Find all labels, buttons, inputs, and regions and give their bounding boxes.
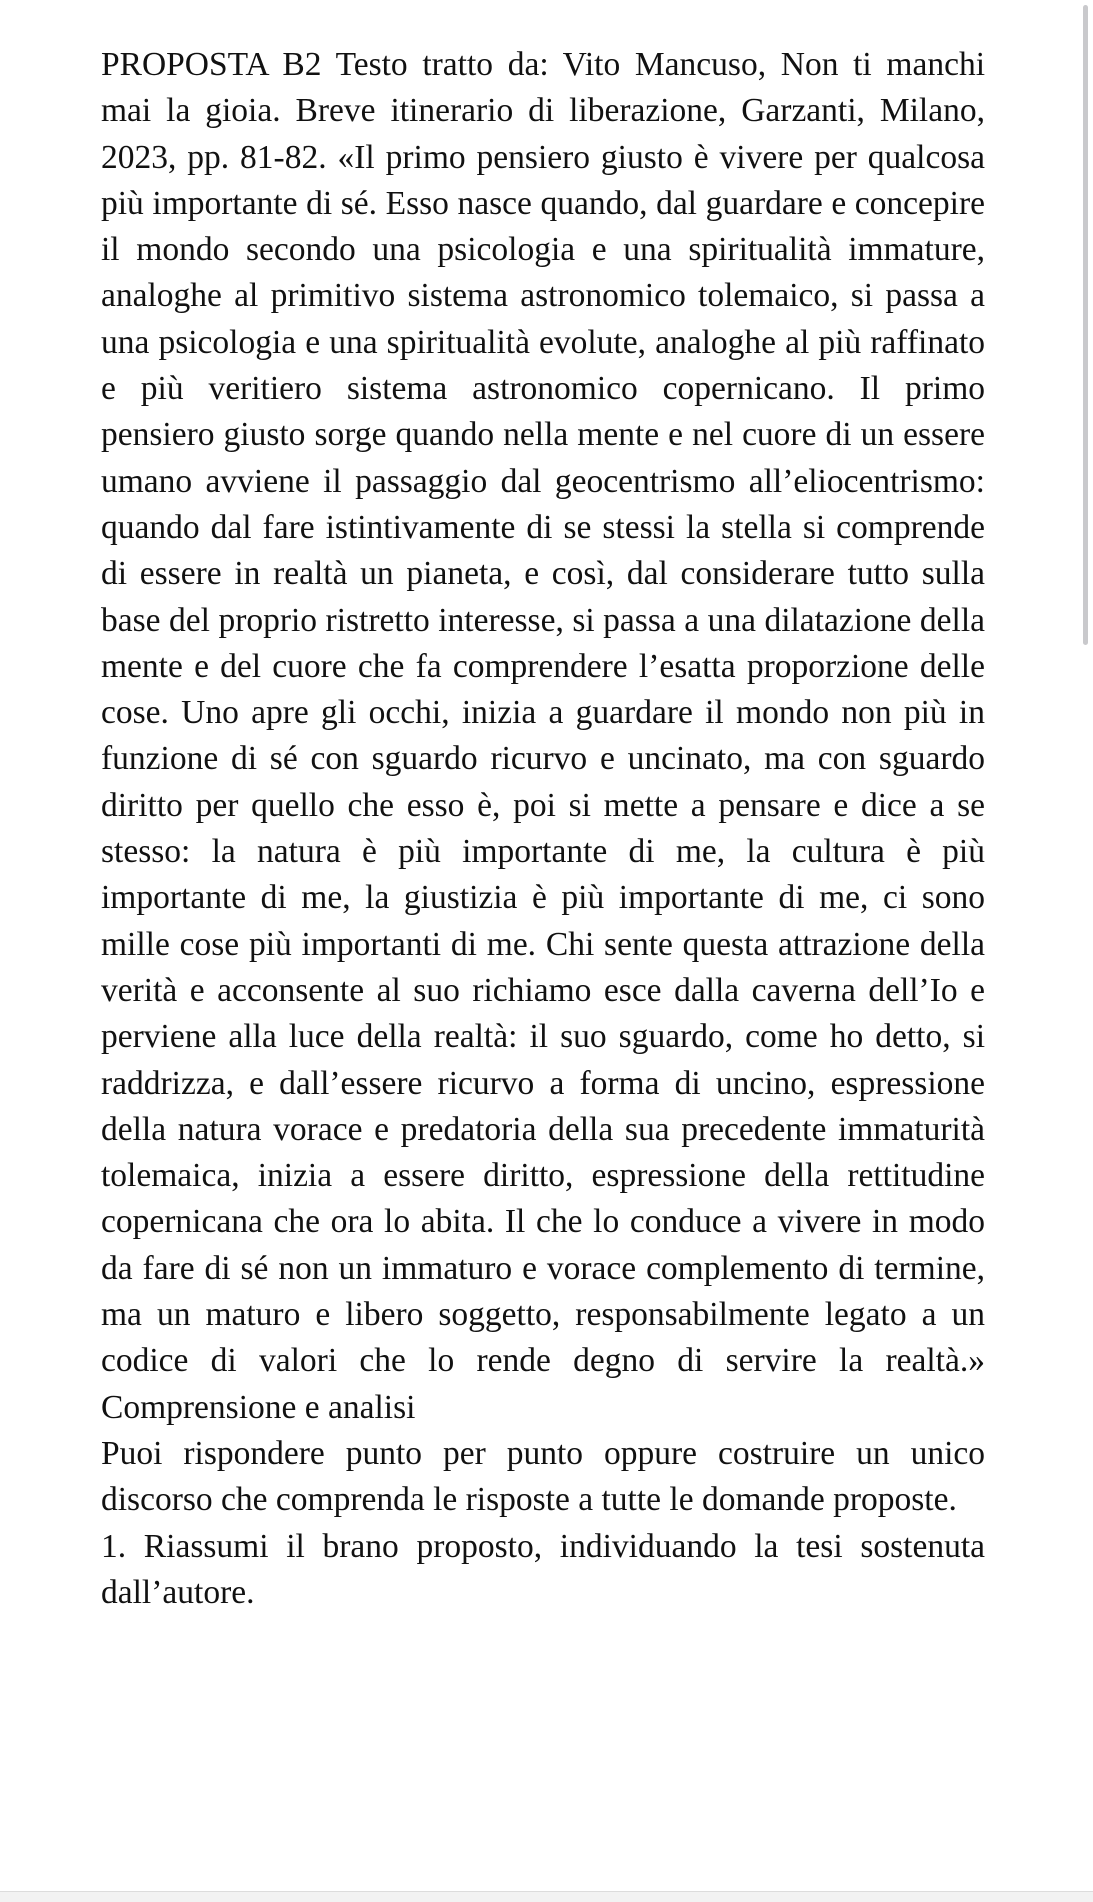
- bottom-divider: [0, 1891, 1093, 1902]
- scrollbar-thumb[interactable]: [1083, 5, 1088, 645]
- document-body: [101, 42, 985, 1616]
- passage-paragraph: PROPOSTA B2 Testo tratto da: Vito Mancuso, Non ti manchi mai la gioia. Breve itinerario di liberazione, Garzanti, Milano, 2023, pp. 81-82. «Il primo pensiero giusto è vivere per qualcosa più importante di sé. Esso nasce quando, dal guardare e concepire il mondo secondo una psicologia e una spiritualità immature, analoghe al primitivo sistema astronomico tolemaico, si passa a una psicologia e una spiritualità evolute, analoghe al più raffinato e più veritiero sistema astronomico copernicano. Il primo pensiero giusto sorge quando nella mente e nel cuore di un essere umano avviene il passaggio dal geocentrismo all’eliocentrismo: quando dal fare istintivamente di se stessi la stella si comprende di essere in realtà un pianeta, e così, dal considerare tutto sulla base del proprio ristretto interesse, si passa a una dilatazione della mente e del cuore che fa comprendere l’esatta proporzione delle cose. Uno apre gli occhi, inizia a guardare il mondo non più in funzione di sé con sguardo ricurvo e uncinato, ma con sguardo diritto per quello che esso è, poi si mette a pensare e dice a se stesso: la natura è più importante di me, la cultura è più importante di me, la giustizia è più importante di me, ci sono mille cose più importanti di me. Chi sente questa attrazione della verità e acconsente al suo richiamo esce dalla caverna dell’Io e perviene alla luce della realtà: il suo sguardo, come ho detto, si raddrizza, e dall’essere ricurvo a forma di uncino, espressione della natura vorace e predatoria della sua precedente immaturità tolemaica, inizia a essere diritto, espressione della rettitudine copernicana che ora lo abita. Il che lo conduce a vivere in modo da fare di sé non un immaturo e vorace complemento di termine, ma un maturo e libero soggetto, responsabilmente legato a un codice di valori che lo rende degno di servire la realtà.» Comprensione e analisi: [101, 46, 985, 1426]
- vertical-scrollbar[interactable]: [1079, 0, 1093, 1902]
- instructions-paragraph: Puoi rispondere punto per punto oppure costruire un unico discorso che comprenda le risposte a tutte le domande proposte.: [101, 1434, 985, 1519]
- question-1: 1. Riassumi il brano proposto, individuando la tesi sostenuta dall’autore.: [101, 1527, 985, 1611]
